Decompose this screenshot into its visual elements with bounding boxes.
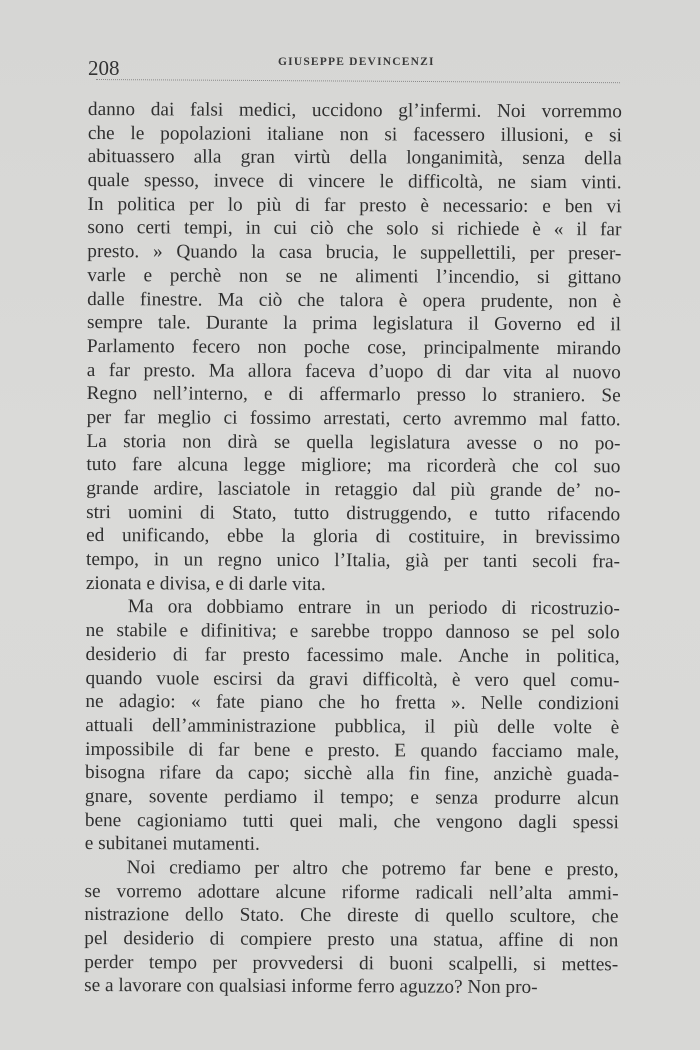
text-line: quale spesso, invece di vincere le difficoltà, ne siam vinti. <box>87 170 622 194</box>
text-line: e subitanei mutamenti. <box>84 833 260 856</box>
text-line: se vorremo adottare alcune riforme radicali nell’alta ammi- <box>84 880 619 905</box>
text-line: desiderio di far presto facessimo male. Anche in politica, <box>85 643 620 668</box>
text-line: per far meglio ci fossimo arrestati, certo avremmo mal fatto. <box>86 406 621 431</box>
text-line: stri uomini di Stato, tutto distruggendo, e tutto rifacendo <box>86 501 621 526</box>
text-line: sono certi tempi, in cui ciò che solo si richiede è « il far <box>87 217 622 241</box>
page-number: 208 <box>88 56 120 80</box>
text-line: tempo, in un regno unico l’Italia, già per tanti secoli fra- <box>85 549 621 573</box>
text-line: abituassero alla gran virtù della longanimità, senza della <box>87 146 622 170</box>
text-line: ne adagio: « fate piano che ho fretta ». Nelle condizioni <box>85 691 620 715</box>
text-line: pel desiderio di compiere presto una statua, affine di non <box>84 928 619 952</box>
text-line: Noi crediamo per altro che potremo far bene e presto, <box>126 857 619 881</box>
text-line: perder tempo per provvedersi di buoni scalpelli, si mettes- <box>84 951 619 976</box>
text-line: bisogna rifare da capo; sicchè alla fin fine, anzichè guada- <box>85 762 620 786</box>
text-line: attuali dell’amministrazione pubblica, il più delle volte è <box>85 714 620 739</box>
text-line: grande ardire, lasciatole in retaggio dal più grande de’ no- <box>86 477 621 502</box>
running-head: GIUSEPPE DEVINCENZI <box>278 56 435 68</box>
text-line: se a lavorare con qualsiasi informe ferro aguzzo? Non pro- <box>84 975 538 999</box>
text-line: danno dai falsi medici, uccidono gl’infermi. Noi vorremmo <box>87 98 622 123</box>
text-line: In politica per lo più di far presto è necessario: e ben vi <box>87 193 622 218</box>
text-line: ne stabile e difinitiva; e sarebbe troppo dannoso se pel solo <box>85 620 620 644</box>
text-line: ed unificando, ebbe la gloria di costituire, in brevissimo <box>86 525 621 549</box>
text-line: presto. » Quando la casa brucia, le suppellettili, per preser- <box>87 241 622 265</box>
text-line: sempre tale. Durante la prima legislatura il Governo ed il <box>86 312 622 336</box>
text-line: nistrazione dello Stato. Che direste di quello scultore, che <box>84 904 619 928</box>
text-line: bene cagioniamo tutti quei mali, che vengono dagli spessi <box>84 809 619 833</box>
text-line: La storia non dirà se quella legislatura avesse o no po- <box>86 430 621 454</box>
body-text <box>84 98 622 1000</box>
text-line: varle e perchè non se ne alimenti l’incendio, si gittano <box>87 264 622 289</box>
text-line: Regno nell’interno, e di affermarlo presso lo straniero. Se <box>86 383 621 407</box>
text-line: zionata e divisa, e di darle vita. <box>85 572 326 595</box>
page-header <box>88 52 620 82</box>
text-line: che le popolazioni italiane non si facessero illusioni, e si <box>87 122 622 147</box>
text-line: gnare, sovente perdiamo il tempo; e senza produrre alcun <box>84 785 619 810</box>
text-line: dalle finestre. Ma ciò che talora è opera prudente, non è <box>87 288 622 312</box>
text-line: Ma ora dobbiamo entrare in un periodo di ricostruzio- <box>127 596 620 620</box>
text-line: a far presto. Ma allora faceva d’uopo di dar vita al nuovo <box>86 359 621 383</box>
text-line: quando vuole escirsi da gravi difficoltà, è vero quel comu- <box>85 667 620 691</box>
text-line: impossibile di far bene e presto. E quando facciamo male, <box>85 738 620 762</box>
text-line: Parlamento fecero non poche cose, principalmente mirando <box>86 335 621 360</box>
text-line: tuto fare alcuna legge migliore; ma ricorderà che col suo <box>86 454 621 478</box>
